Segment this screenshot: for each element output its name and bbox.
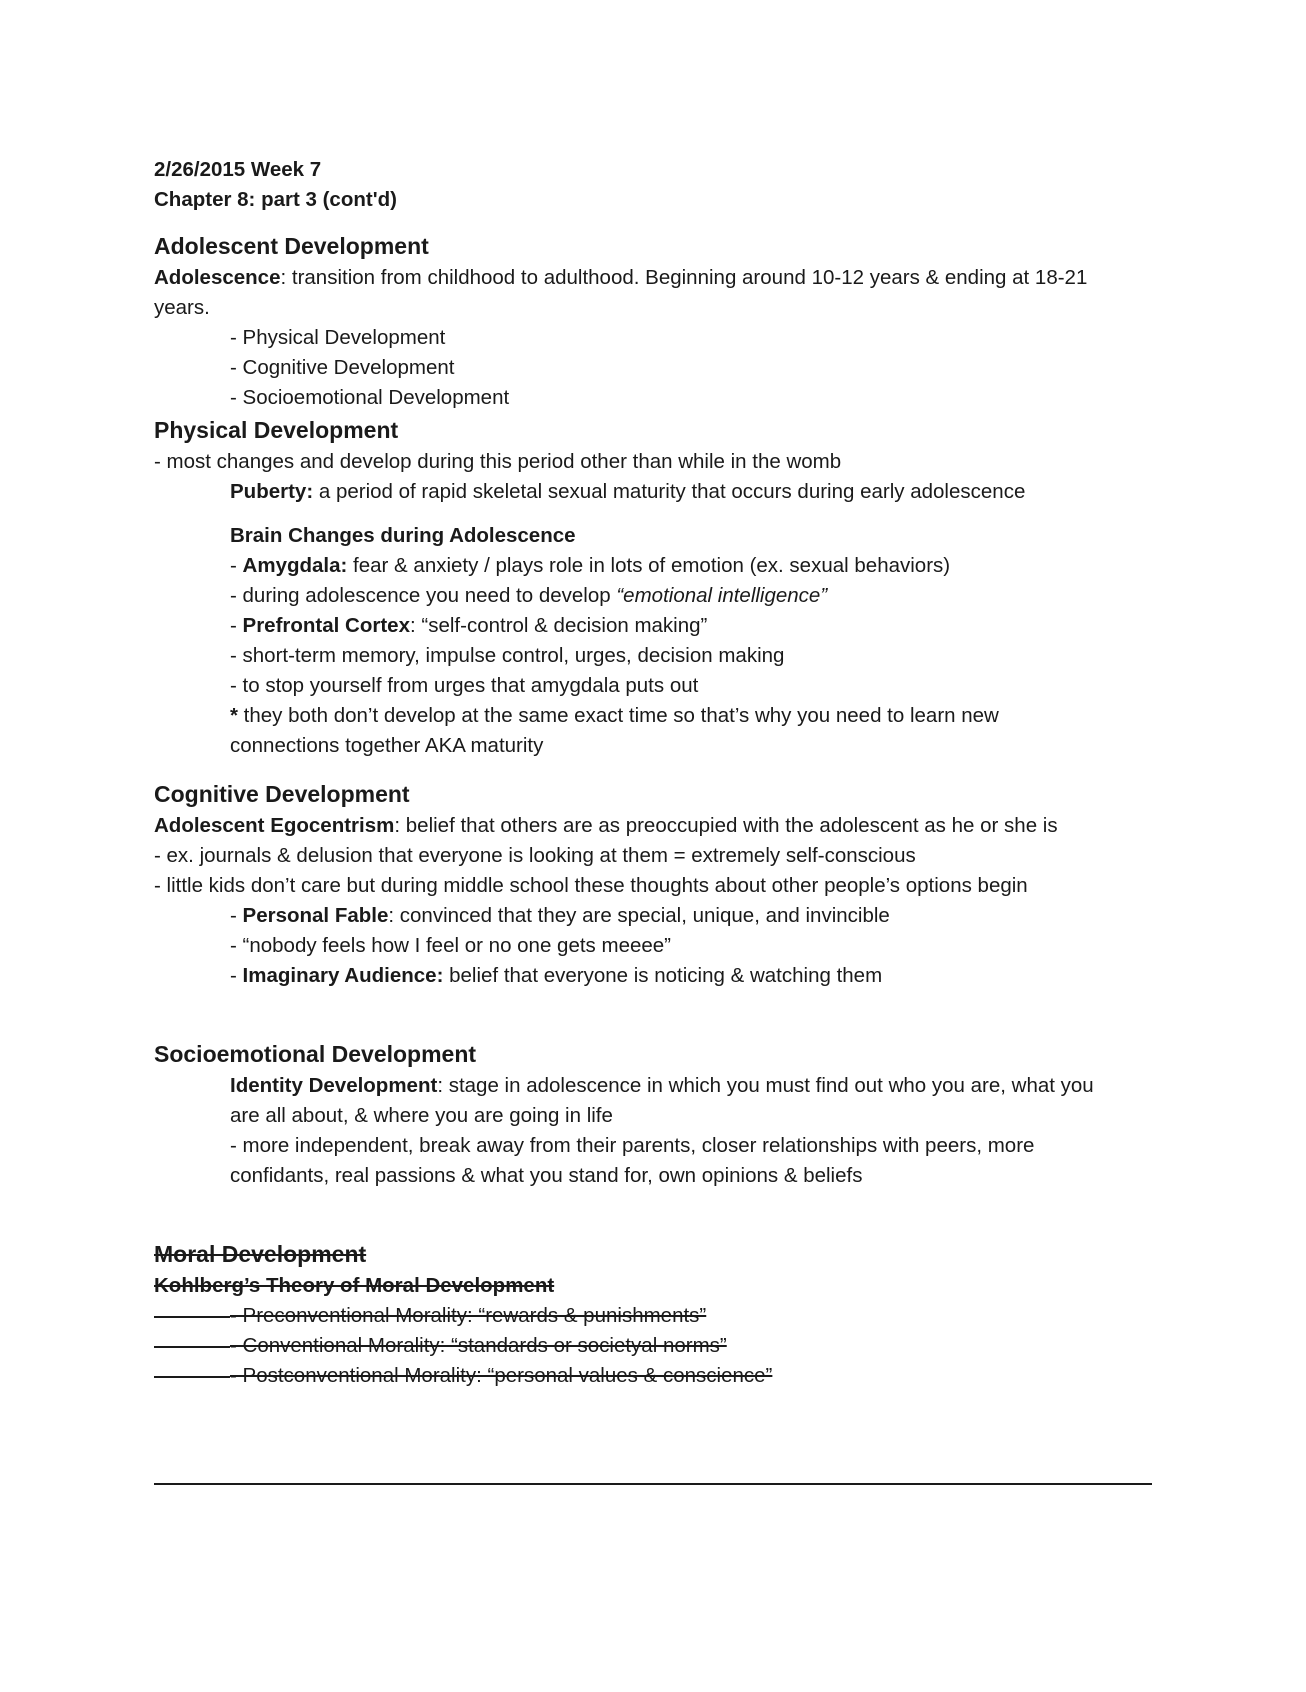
- date-line: 2/26/2015 Week 7: [154, 158, 322, 181]
- dash: -: [230, 554, 243, 577]
- emotional-intelligence-line: [154, 581, 1154, 611]
- personal-fable-line: [154, 901, 1154, 931]
- identity-definition: [154, 1071, 1154, 1101]
- imaginary-audience-line: [154, 961, 1154, 991]
- quote-line: - “nobody feels how I feel or no one gets meeee”: [230, 934, 672, 957]
- ei-text: - during adolescence you need to develop: [230, 584, 617, 607]
- section-title-cognitive-development: Cognitive Development: [154, 781, 410, 807]
- section-title-adolescent-development: Adolescent Development: [154, 233, 429, 259]
- egocentrism-definition: [154, 811, 1154, 841]
- puberty-text: a period of rapid skeletal sexual maturity that occurs during early adolescence: [313, 480, 1026, 503]
- list-item: - Socioemotional Development: [230, 386, 510, 409]
- section-title-physical-development: Physical Development: [154, 417, 399, 443]
- list-item: - Physical Development: [230, 326, 446, 349]
- list-item: - more independent, break away from their parents, closer relationships with peers, more: [230, 1134, 1035, 1157]
- list-item-cont: confidants, real passions & what you stand for, own opinions & beliefs: [230, 1164, 863, 1187]
- adolescence-term: Adolescence: [154, 266, 281, 289]
- notes-page: [154, 155, 1154, 1391]
- dash: -: [230, 904, 243, 927]
- identity-term: Identity Development: [230, 1074, 438, 1097]
- chapter-line: Chapter 8: part 3 (cont'd): [154, 188, 397, 211]
- ei-term: “emotional intelligence”: [616, 584, 828, 607]
- kohlberg-title: Kohlberg’s Theory of Moral Development: [154, 1274, 555, 1297]
- list-item: - to stop yourself from urges that amygdala puts out: [230, 674, 699, 697]
- pfc-term: Prefrontal Cortex: [242, 614, 410, 637]
- audience-text: belief that everyone is noticing & watching them: [443, 964, 883, 987]
- preconventional-text: - Preconventional Morality: “rewards & punishments”: [230, 1304, 707, 1327]
- adolescence-definition: [154, 263, 1154, 293]
- dash: -: [230, 964, 243, 987]
- list-item: - Cognitive Development: [230, 356, 455, 379]
- maturity-note: [154, 701, 1154, 731]
- maturity-note-cont: connections together AKA maturity: [230, 734, 544, 757]
- amygdala-term: Amygdala:: [242, 554, 348, 577]
- list-item: [154, 1331, 1154, 1361]
- horizontal-rule: [154, 1483, 1152, 1485]
- egocentrism-text: : belief that others are as preoccupied with the adolescent as he or she is: [394, 814, 1058, 837]
- prefrontal-cortex-line: [154, 611, 1154, 641]
- list-item: - little kids don’t care but during middle school these thoughts about other people’s options begin: [154, 874, 1028, 897]
- fable-text: : convinced that they are special, unique, and invincible: [388, 904, 890, 927]
- physical-intro: - most changes and develop during this period other than while in the womb: [154, 450, 842, 473]
- pfc-text: : “self-control & decision making”: [410, 614, 708, 637]
- postconventional-text: - Postconventional Morality: “personal values & conscience”: [230, 1364, 773, 1387]
- strike-tab: [154, 1346, 230, 1348]
- puberty-definition: [154, 477, 1154, 507]
- identity-definition-cont: are all about, & where you are going in life: [230, 1104, 613, 1127]
- list-item: [154, 1301, 1154, 1331]
- note-text: they both don’t develop at the same exact time so that’s why you need to learn new: [237, 704, 999, 727]
- amygdala-text: fear & anxiety / plays role in lots of emotion (ex. sexual behaviors): [347, 554, 951, 577]
- asterisk: *: [230, 704, 238, 727]
- brain-changes-title: Brain Changes during Adolescence: [230, 524, 576, 547]
- adolescence-definition-cont: years.: [154, 296, 210, 319]
- dash: -: [230, 614, 243, 637]
- strike-tab: [154, 1316, 230, 1318]
- list-item: - ex. journals & delusion that everyone is looking at them = extremely self-conscious: [154, 844, 916, 867]
- fable-term: Personal Fable: [242, 904, 389, 927]
- section-title-moral-development: Moral Development: [154, 1241, 367, 1267]
- section-title-socioemotional-development: Socioemotional Development: [154, 1041, 477, 1067]
- audience-term: Imaginary Audience:: [242, 964, 444, 987]
- strike-tab: [154, 1376, 230, 1378]
- adolescence-text: : transition from childhood to adulthood. Beginning around 10-12 years & ending at 18-21: [280, 266, 1088, 289]
- egocentrism-term: Adolescent Egocentrism: [154, 814, 395, 837]
- conventional-text: - Conventional Morality: “standards or societyal norms”: [230, 1334, 727, 1357]
- list-item: [154, 1361, 1154, 1391]
- list-item: - short-term memory, impulse control, urges, decision making: [230, 644, 785, 667]
- amygdala-line: [154, 551, 1154, 581]
- puberty-term: Puberty:: [230, 480, 314, 503]
- identity-text: : stage in adolescence in which you must find out who you are, what you: [437, 1074, 1094, 1097]
